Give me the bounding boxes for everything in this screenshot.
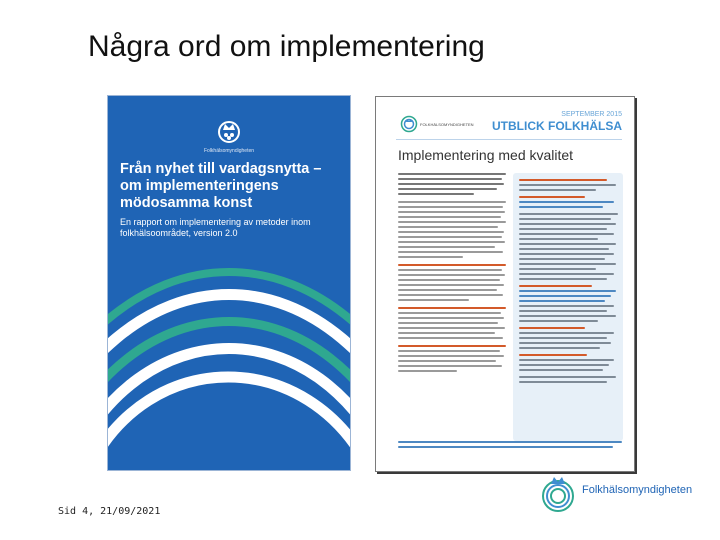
footer-logo-wordmark: Folkhälsomyndigheten <box>582 484 693 496</box>
crown-emblem-icon <box>216 118 242 144</box>
cover-subtitle: En rapport om implementering av metoder inom folkhälsoområdet, version 2.0 <box>120 217 311 238</box>
crown-rings-icon <box>543 477 573 511</box>
sidebar-box <box>513 173 623 441</box>
slide-footer: Sid 4, 21/09/2021 <box>58 506 161 517</box>
newsletter-date: SEPTEMBER 2015 <box>561 111 622 118</box>
cover-heading: Från nyhet till vardagsnytta – om implementeringens mödosamma konst <box>120 161 322 211</box>
article-text-column <box>398 173 506 375</box>
folkhalsomyndigheten-logo-icon <box>400 115 418 133</box>
newsletter-org-name: FOLKHÄLSOMYNDIGHETEN <box>420 122 474 127</box>
divider <box>396 139 622 140</box>
report-cover <box>108 96 350 470</box>
newsletter-page <box>375 96 635 472</box>
slide-title: Några ord om implementering <box>88 30 485 63</box>
newsletter-headline: Implementering med kvalitet <box>398 147 574 163</box>
newsletter-band: UTBLICK FOLKHÄLSA <box>492 119 622 133</box>
newsletter-footer-lines <box>398 441 622 451</box>
cover-org-name: Folkhälsomyndigheten <box>203 148 255 154</box>
